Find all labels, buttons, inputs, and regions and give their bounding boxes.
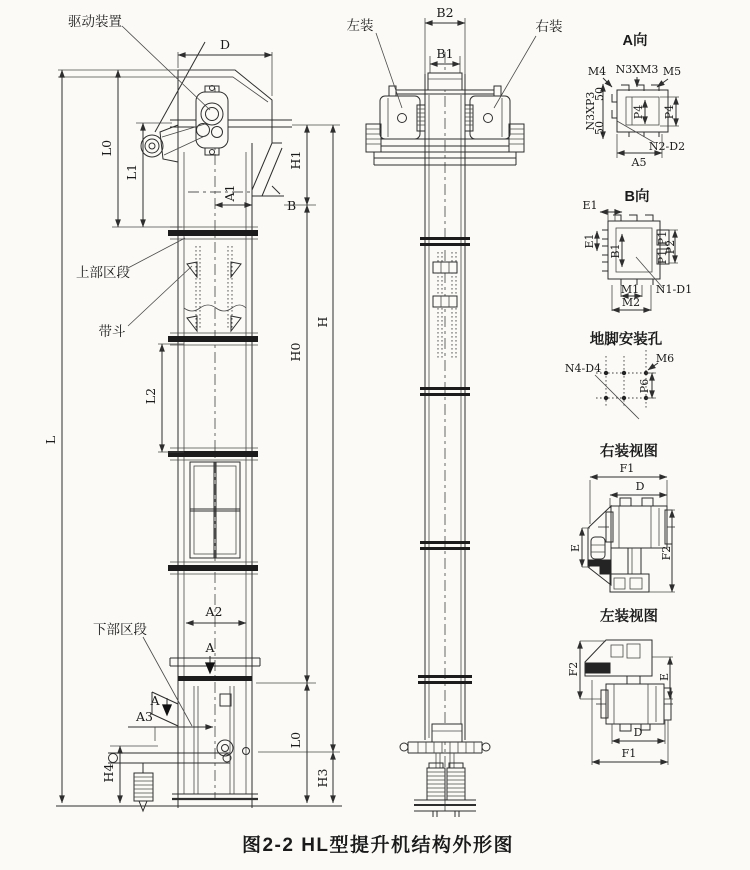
front-head [141,42,292,196]
motor-cylinder-left [606,684,664,724]
dim-A1: A1 [222,184,237,202]
dim-L1: L1 [124,163,139,181]
anchor-title: 地脚安装孔 [589,332,663,348]
dim-P2: P2 [664,239,677,255]
tension-weight [134,773,153,811]
right-mount-view [569,442,678,592]
dim-50-top: 50 [593,87,606,101]
left-mount-title: 左装视图 [600,609,658,625]
right-mount-title: 右装视图 [600,444,658,460]
dim-F1-left: F1 [621,747,637,760]
figure-caption: 图2-2 HL型提升机结构外形图 [241,835,515,856]
dim-H1: H1 [288,150,303,170]
dim-H4: H4 [101,763,116,783]
section-arrow-A-top-label: A [205,640,215,655]
dim-F2-left: F2 [567,661,580,677]
dim-F1-right: F1 [619,462,635,475]
dim-P4-inner: P4 [632,104,645,120]
dim-E-left: E [658,672,671,682]
dim-F2-right: F2 [660,545,673,561]
casing-flanges [168,227,258,574]
dim-H3: H3 [315,768,330,788]
dim-B1: B1 [436,46,454,61]
dim-E1-left: E1 [583,233,596,249]
dim-N4-D4: N4-D4 [564,362,602,375]
dim-L2: L2 [143,387,158,405]
dim-M1: M1 [620,283,640,296]
dim-A3: A3 [136,709,153,724]
dim-M4: M4 [587,65,607,78]
dim-N3xM3: N3XM3 [615,63,659,76]
dim-B1-viewb: B1 [609,243,622,259]
dim-50-bottom: 50 [593,121,606,135]
dim-P1-bottom: P1 [656,249,669,265]
front-view [43,13,342,811]
dim-P4-outer: P4 [663,104,676,120]
dim-D-front: D [219,37,231,52]
dim-B2: B2 [436,5,454,20]
right-mount-body [588,498,678,592]
head-cap [428,73,462,90]
dim-D-right: D [635,480,645,493]
view-a-title: A向 [622,33,648,49]
dim-B: B [287,198,297,213]
left-mount-body [585,640,676,731]
view-b [582,187,692,311]
dim-H: H [315,316,330,328]
dim-L0-top: L0 [99,139,114,157]
dim-M6: M6 [655,352,675,365]
right-drive-unit [470,96,510,139]
tension-lever [108,753,231,773]
anchor-holes-view [565,330,674,419]
dim-L0-bottom: L0 [288,731,303,749]
dim-M5: M5 [662,65,682,78]
dim-D-left: D [633,726,643,739]
section-arrow-A-left-label: A [150,693,160,708]
dim-N2-D2: N2-D2 [648,140,686,153]
view-b-title: B向 [624,189,650,205]
view-a [584,31,685,169]
dim-P6: P6 [638,378,651,394]
side-view [347,5,564,817]
left-mount-view [567,607,676,765]
bucket-label: 带斗 [98,324,126,339]
front-dimensions [43,37,340,803]
dim-A5: A5 [631,156,647,169]
dim-H0: H0 [288,342,303,362]
dim-N3xP3: N3XP3 [584,91,597,131]
dim-N1-D1: N1-D1 [655,283,693,296]
right-mount-label: 右装 [535,19,563,34]
drive-device-label: 驱动装置 [68,14,122,29]
dim-L: L [43,435,58,445]
discharge-chute [252,143,284,196]
dim-M2: M2 [621,296,641,309]
dim-E1-top: E1 [582,199,598,212]
dim-E-right: E [569,543,582,553]
dim-A2: A2 [205,604,223,619]
lower-section-label: 下部区段 [93,622,147,637]
dim-P1-top: P1 [656,230,669,246]
left-mount-label: 左装 [346,18,374,33]
upper-section-label: 上部区段 [76,265,130,280]
